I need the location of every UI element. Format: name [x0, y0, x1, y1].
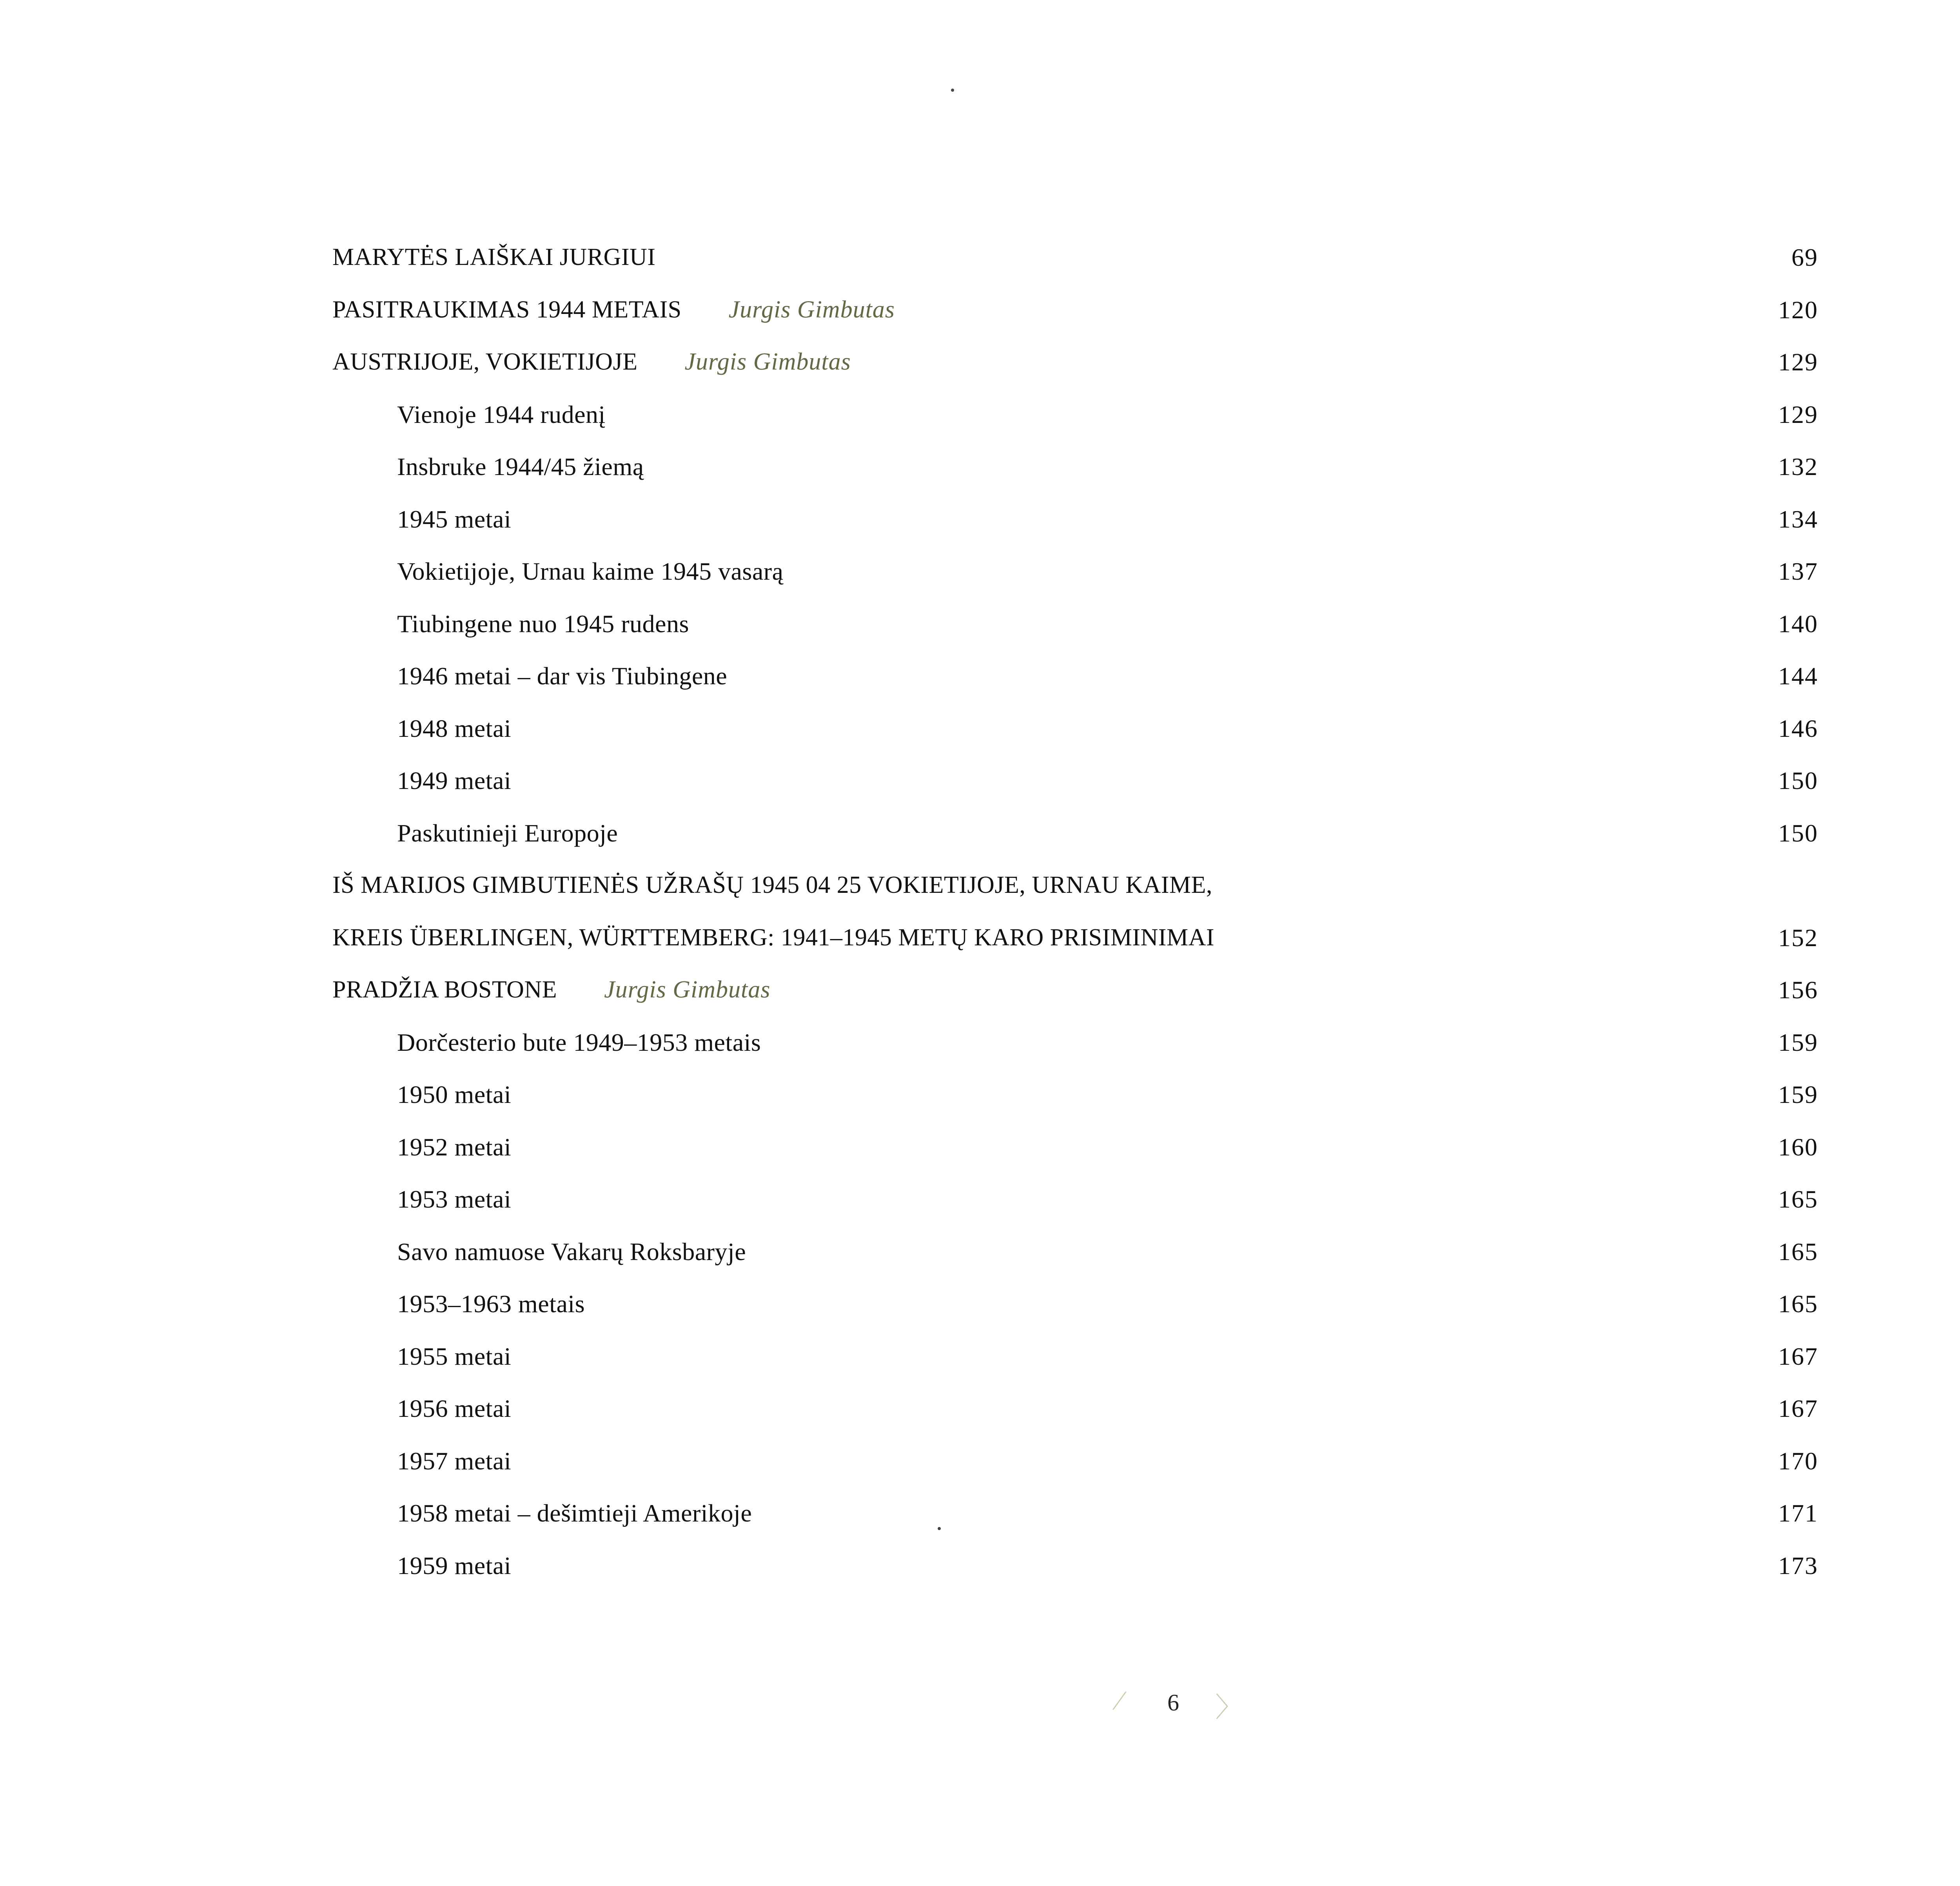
toc-subentry	[332, 598, 1818, 650]
toc-entry-title-text: Dorčesterio bute 1949–1953 metais	[397, 1028, 761, 1056]
toc-entry-page-number: 170	[1778, 1447, 1818, 1475]
toc-entry-title-text: PRADŽIA BOSTONE	[332, 976, 557, 1003]
toc-entry-page-number: 159	[1778, 1081, 1818, 1108]
toc-entry-title	[332, 964, 770, 1016]
toc-entry-page-number: 150	[1778, 767, 1818, 794]
toc-entry-title	[397, 1278, 585, 1330]
pencil-mark: ⁄	[1117, 1686, 1122, 1716]
toc-entry-title	[397, 1487, 752, 1540]
toc-entry-title-text: 1955 metai	[397, 1342, 512, 1370]
toc-entry-title	[397, 1173, 511, 1226]
toc-subentry	[332, 1330, 1818, 1383]
toc-subentry	[332, 1016, 1818, 1069]
toc-entry-page-number: 134	[1778, 505, 1818, 533]
toc-subentry	[332, 1382, 1818, 1435]
toc-entry-title-text: 1948 metai	[397, 714, 512, 742]
toc-entry-title-text: 1952 metai	[397, 1133, 512, 1161]
toc-entry-title-text: AUSTRIJOJE, VOKIETIJOJE	[332, 348, 638, 375]
toc-subentry	[332, 650, 1818, 702]
toc-entry-title	[397, 650, 727, 702]
toc-entry-page-number: 159	[1778, 1028, 1818, 1056]
toc-subentry	[332, 388, 1818, 441]
toc-entry-page-number: 156	[1778, 976, 1818, 1004]
toc-subentry	[332, 1435, 1818, 1487]
pencil-mark: 〉	[1215, 1693, 1243, 1723]
toc-entry-page-number: 167	[1778, 1342, 1818, 1370]
toc-entry-title-text: Vokietijoje, Urnau kaime 1945 vasarą	[397, 557, 784, 585]
toc-entry-page-number: 146	[1778, 714, 1818, 742]
toc-entry-title	[397, 388, 606, 441]
toc-entry-title-text: 1946 metai – dar vis Tiubingene	[397, 662, 728, 690]
table-of-contents	[332, 231, 1818, 1592]
toc-entry-title-text: 1949 metai	[397, 767, 512, 794]
toc-entry-author: Jurgis Gimbutas	[728, 296, 895, 323]
toc-entry	[332, 859, 1818, 912]
toc-entry-title	[397, 1016, 761, 1069]
toc-entry-author: Jurgis Gimbutas	[604, 976, 771, 1003]
toc-entry-page-number: 167	[1778, 1395, 1818, 1422]
toc-entry-title-text: IŠ MARIJOS GIMBUTIENĖS UŽRAŠŲ 1945 04 25 VOKIETIJOJE, URNAU KAIME,	[332, 872, 1212, 898]
toc-subentry	[332, 1540, 1818, 1592]
toc-entry-page-number: 129	[1778, 348, 1818, 376]
toc-entry-title-text: 1953–1963 metais	[397, 1290, 585, 1318]
toc-entry-author: Jurgis Gimbutas	[684, 348, 851, 375]
toc-entry	[332, 284, 1818, 336]
toc-entry-title	[397, 1435, 511, 1487]
scan-speck	[938, 1527, 941, 1530]
toc-subentry	[332, 1278, 1818, 1330]
toc-entry-title	[332, 912, 1214, 964]
toc-entry	[332, 912, 1818, 964]
toc-entry-title	[397, 807, 618, 860]
toc-entry-page-number: 132	[1778, 453, 1818, 481]
toc-subentry	[332, 1173, 1818, 1226]
toc-entry-title-text: 1958 metai – dešimtieji Amerikoje	[397, 1499, 752, 1527]
toc-entry-title-text: KREIS ÜBERLINGEN, WÜRTTEMBERG: 1941–1945 METŲ KARO PRISIMINIMAI	[332, 924, 1214, 951]
toc-entry-title-text: Insbruke 1944/45 žiemą	[397, 453, 644, 481]
scan-speck	[951, 89, 954, 92]
toc-entry-title-text: 1956 metai	[397, 1395, 512, 1422]
toc-subentry	[332, 493, 1818, 546]
toc-subentry	[332, 1121, 1818, 1173]
toc-entry-title	[397, 1382, 511, 1435]
toc-entry-title-text: Tiubingene nuo 1945 rudens	[397, 609, 689, 638]
toc-entry-page-number: 152	[1778, 923, 1818, 952]
toc-subentry	[332, 441, 1818, 493]
toc-entry-title-text: 1950 metai	[397, 1081, 512, 1108]
toc-subentry	[332, 1068, 1818, 1121]
toc-entry-title-text: MARYTĖS LAIŠKAI JURGIUI	[332, 244, 656, 270]
toc-entry-page-number: 173	[1778, 1551, 1818, 1580]
toc-entry-title-text: 1945 metai	[397, 505, 512, 533]
toc-entry-title-text: Savo namuose Vakarų Roksbaryje	[397, 1237, 746, 1266]
toc-entry-title	[397, 441, 644, 493]
toc-entry-title-text: Paskutinieji Europoje	[397, 819, 618, 847]
toc-subentry	[332, 1487, 1818, 1540]
toc-entry-title	[397, 598, 689, 650]
toc-entry-page-number: 150	[1778, 819, 1818, 847]
toc-entry	[332, 231, 1818, 284]
toc-entry-page-number: 165	[1778, 1290, 1818, 1318]
toc-entry-page-number: 165	[1778, 1185, 1818, 1213]
toc-entry-page-number: 120	[1778, 296, 1818, 324]
toc-entry-title-text: Vienoje 1944 rudenį	[397, 400, 606, 428]
toc-entry-title	[332, 336, 851, 388]
toc-entry-title	[397, 1226, 746, 1278]
toc-entry-title-text: 1959 metai	[397, 1551, 512, 1580]
toc-entry-title	[397, 702, 511, 755]
toc-entry-title	[397, 1540, 511, 1592]
toc-entry-page-number: 160	[1778, 1133, 1818, 1161]
toc-entry-title	[397, 545, 783, 598]
toc-entry-title	[397, 1121, 511, 1173]
toc-entry-title	[397, 1068, 511, 1121]
toc-entry-page-number: 137	[1778, 557, 1818, 585]
toc-entry	[332, 964, 1818, 1016]
toc-entry-title	[397, 754, 511, 807]
toc-entry-title-text: 1957 metai	[397, 1447, 512, 1475]
toc-entry-page-number: 171	[1778, 1499, 1818, 1527]
toc-entry-page-number: 140	[1778, 609, 1818, 638]
toc-subentry	[332, 702, 1818, 755]
toc-entry-title-text: 1953 metai	[397, 1185, 512, 1213]
toc-entry-title	[397, 1330, 511, 1383]
toc-entry-title	[332, 284, 895, 336]
toc-entry-title-text: PASITRAUKIMAS 1944 METAIS	[332, 296, 682, 323]
toc-entry-page-number: 165	[1778, 1237, 1818, 1266]
toc-subentry	[332, 754, 1818, 807]
toc-subentry	[332, 807, 1818, 860]
toc-entry-page-number: 69	[1791, 243, 1818, 271]
toc-entry-title	[332, 859, 1212, 912]
toc-subentry	[332, 545, 1818, 598]
toc-entry-page-number: 129	[1778, 400, 1818, 428]
toc-entry	[332, 336, 1818, 388]
toc-entry-page-number: 144	[1778, 662, 1818, 690]
toc-entry-title	[397, 493, 511, 546]
page-number: 6	[1167, 1690, 1179, 1716]
toc-entry-title	[332, 231, 655, 284]
toc-subentry	[332, 1226, 1818, 1278]
